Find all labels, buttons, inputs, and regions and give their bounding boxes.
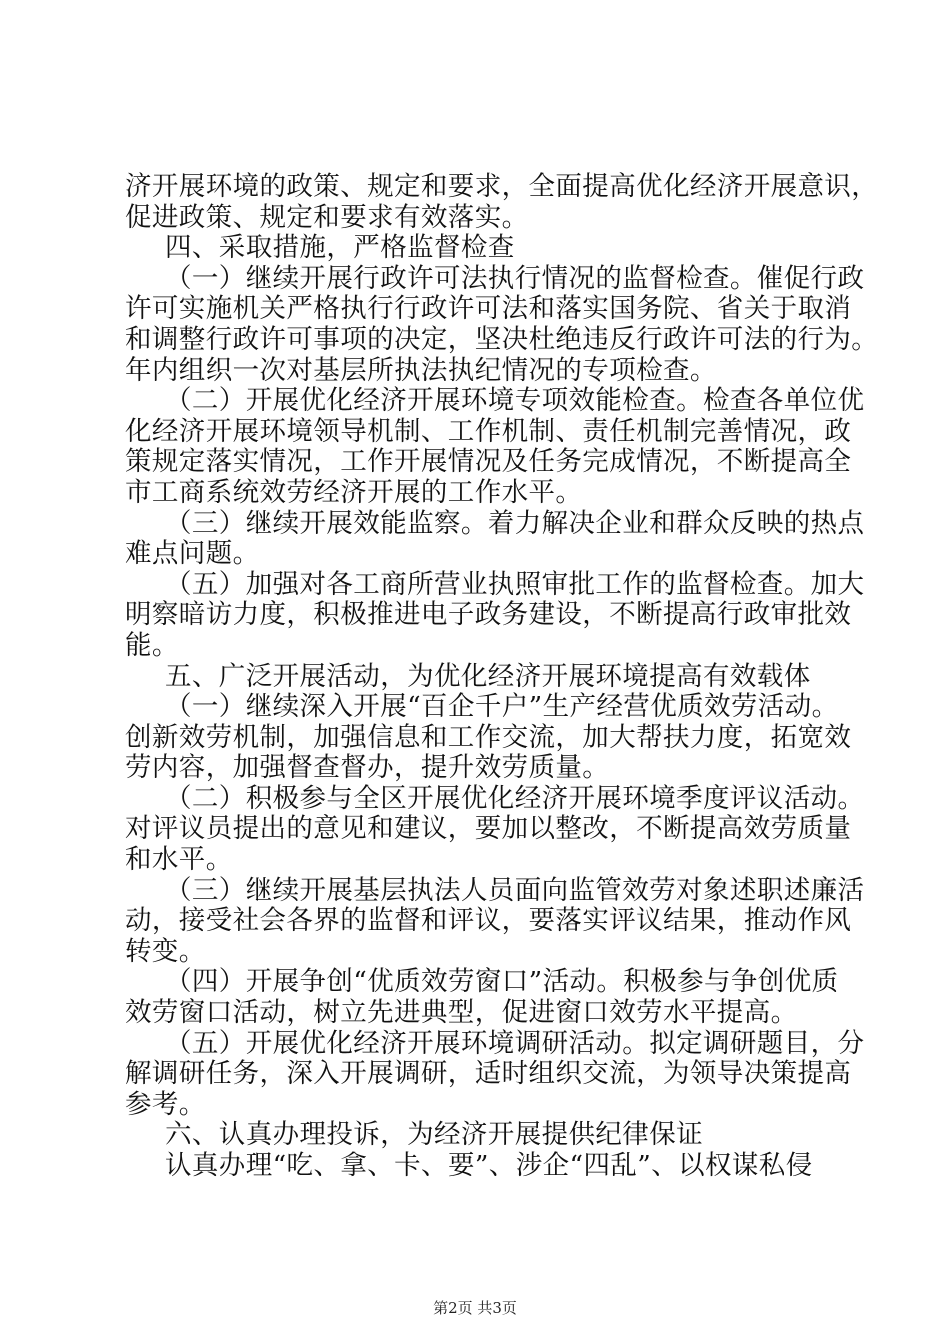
text-line: 四、采取措施，严格监督检查 [165,232,515,264]
text-line: 劳内容，加强督查督办，提升效劳质量。 [125,752,610,784]
text-line: 动，接受社会各界的监督和评议，要落实评议结果，推动作风 [125,905,852,937]
text-line: （二）积极参与全区开展优化经济开展环境季度评议活动。 [165,782,865,814]
text-line: （三）继续开展效能监察。着力解决企业和群众反映的热点 [165,507,865,539]
text-line: 促进政策、规定和要求有效落实。 [125,201,529,233]
text-line: 策规定落实情况，工作开展情况及任务完成情况，不断提高全 [125,446,852,478]
text-line: 和调整行政许可事项的决定，坚决杜绝违反行政许可法的行为。 [125,323,879,355]
text-line: 解调研任务，深入开展调研，适时组织交流，为领导决策提高 [125,1058,852,1090]
text-line: 六、认真办理投诉，为经济开展提供纪律保证 [165,1119,703,1151]
text-line: （四）开展争创“优质效劳窗口”活动。积极参与争创优质 [165,966,839,998]
text-line: 和水平。 [125,844,233,876]
text-line: 明察暗访力度，积极推进电子政务建设，不断提高行政审批效 [125,599,852,631]
text-line: 对评议员提出的意见和建议，要加以整改，不断提高效劳质量 [125,813,852,845]
text-line: 转变。 [125,935,206,967]
text-line: 参考。 [125,1088,206,1120]
text-line: 化经济开展环境领导机制、工作机制、责任机制完善情况，政 [125,415,852,447]
text-line: （五）加强对各工商所营业执照审批工作的监督检查。加大 [165,568,865,600]
text-line: 年内组织一次对基层所执法执纪情况的专项检查。 [125,354,717,386]
text-line: 济开展环境的政策、规定和要求，全面提高优化经济开展意识， [125,171,879,202]
text-line: 认真办理“吃、拿、卡、要”、涉企“四乱”、以权谋私侵 [165,1150,813,1181]
text-line: 难点问题。 [125,538,260,570]
text-line: 许可实施机关严格执行行政许可法和落实国务院、省关于取消 [125,293,852,325]
text-line: 创新效劳机制，加强信息和工作交流，加大帮扶力度，拓宽效 [125,721,852,753]
text-line: 能。 [125,629,179,661]
document-body [125,171,879,1182]
text-line: 五、广泛开展活动，为优化经济开展环境提高有效载体 [165,660,811,692]
text-line: （三）继续开展基层执法人员面向监管效劳对象述职述廉活 [165,874,865,906]
text-line: （一）继续深入开展“百企千户”生产经营优质效劳活动。 [165,691,839,723]
text-line: （一）继续开展行政许可法执行情况的监督检查。催促行政 [165,262,865,294]
text-line: 效劳窗口活动，树立先进典型，促进窗口效劳水平提高。 [125,997,798,1029]
text-line: （五）开展优化经济开展环境调研活动。拟定调研题目，分 [165,1027,865,1059]
text-line: 市工商系统效劳经济开展的工作水平。 [125,476,583,508]
page-footer: 第2页 共3页 [433,1299,517,1317]
text-line: （二）开展优化经济开展环境专项效能检查。检查各单位优 [165,385,865,417]
